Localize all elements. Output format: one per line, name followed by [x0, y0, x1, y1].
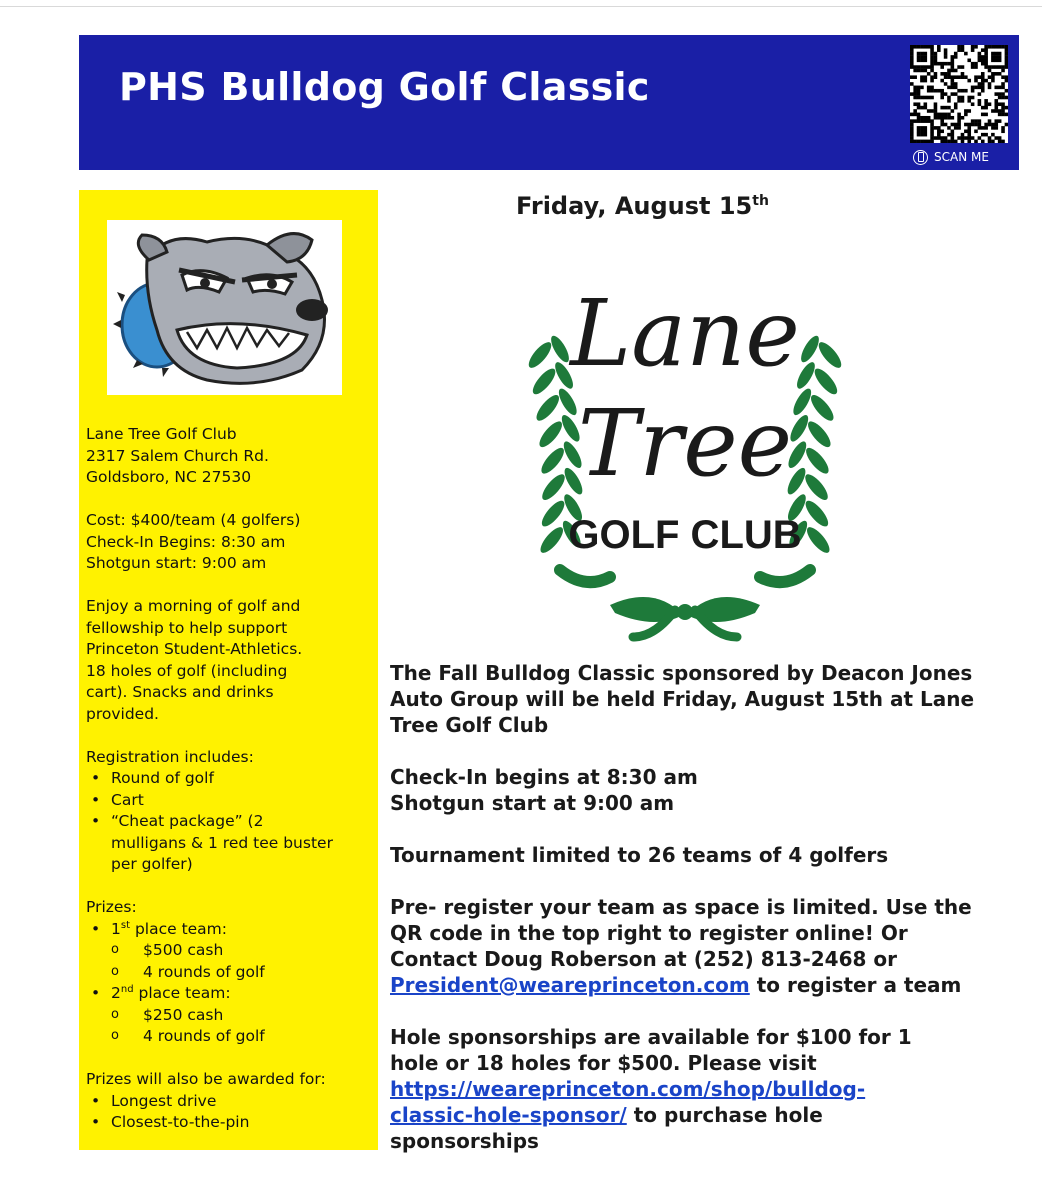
shotgun-line: Shotgun start: 9:00 am [86, 554, 267, 572]
list-item-continued: per golfer) [111, 855, 193, 873]
intro-line: provided. [86, 704, 159, 723]
sponsor-line: Tree Golf Club [390, 713, 549, 737]
sponsor-line: Auto Group will be held Friday, August 15th at Lane [390, 687, 975, 711]
extra-prizes-list [86, 1091, 374, 1134]
email-link[interactable]: President@weareprinceton.com [390, 973, 750, 997]
register-line: QR code in the top right to register online! Or [390, 921, 908, 945]
top-rule [0, 6, 1042, 7]
hole-sponsor-line: hole or 18 holes for $500. Please visit [390, 1051, 817, 1075]
hole-sponsor-link-line [390, 1076, 990, 1102]
list-item: • Round of golf [86, 768, 374, 790]
register-line: Contact Doug Roberson at (252) 813-2468 or [390, 947, 897, 971]
info-sidebar [79, 190, 378, 1150]
lane-tree-logo [505, 265, 865, 645]
intro-line: cart). Snacks and drinks [86, 683, 274, 701]
hole-sponsor-link-line: classic-hole-sponsor/ to purchase hole [390, 1103, 823, 1127]
sponsor-url-link-continued[interactable]: classic-hole-sponsor/ [390, 1103, 627, 1127]
venue-line: 2317 Salem Church Rd. [86, 446, 269, 465]
phone-icon [913, 150, 928, 165]
venue-line: Goldsboro, NC 27530 [86, 468, 252, 486]
logo-word-lane: Lane [570, 280, 800, 387]
registration-heading: Registration includes: [86, 747, 254, 766]
second-place-item: • 2nd place team: [86, 983, 374, 1005]
register-line: President@weareprinceton.com to register a team [390, 973, 962, 997]
logo-word-tree: Tree [577, 390, 793, 497]
checkin-line: Check-In Begins: 8:30 am [86, 532, 286, 551]
list-item: • Longest drive [86, 1091, 374, 1113]
intro-line: Enjoy a morning of golf and [86, 597, 301, 615]
list-item: o $500 cash [86, 940, 374, 962]
venue-line: Lane Tree Golf Club [86, 425, 237, 443]
sponsor-line: The Fall Bulldog Classic sponsored by Deacon Jones [390, 661, 973, 685]
bulldog-mascot-image [107, 220, 342, 395]
schedule-line: Check-In begins at 8:30 am [390, 765, 698, 789]
schedule-line: Shotgun start at 9:00 am [390, 791, 675, 815]
scan-me-label [913, 147, 989, 167]
list-item-continued: mulligans & 1 red tee buster [111, 833, 333, 852]
first-place-item: • 1st place team: [86, 919, 374, 941]
registration-list [86, 768, 374, 876]
header-banner [79, 35, 1019, 170]
list-item: o 4 rounds of golf [86, 962, 374, 984]
list-item: • “Cheat package” (2 [86, 811, 374, 833]
prizes-heading: Prizes: [86, 898, 137, 916]
event-date: Friday, August 15th [516, 192, 769, 220]
list-item: • Cart [86, 790, 374, 812]
list-item: o $250 cash [86, 1005, 374, 1027]
intro-line: 18 holes of golf (including [86, 661, 288, 680]
intro-line: Princeton Student-Athletics. [86, 640, 303, 658]
register-line: Pre- register your team as space is limited. Use the [390, 895, 972, 919]
sponsor-url-link[interactable]: https://weareprinceton.com/shop/bulldog- [390, 1077, 866, 1101]
logo-golf-club: GOLF CLUB [568, 513, 802, 557]
cost-line: Cost: $400/team (4 golfers) [86, 511, 301, 529]
intro-line: fellowship to help support [86, 618, 288, 637]
team-limit-line: Tournament limited to 26 teams of 4 golfers [390, 843, 889, 867]
qr-code[interactable] [910, 45, 1008, 143]
sidebar-details [86, 424, 374, 1134]
list-item: o 4 rounds of golf [86, 1026, 374, 1048]
scan-me-text: SCAN ME [934, 150, 989, 164]
event-description [390, 660, 990, 1154]
list-item: • Closest-to-the-pin [86, 1112, 374, 1134]
prizes-list [86, 919, 374, 1048]
extra-prizes-heading: Prizes will also be awarded for: [86, 1070, 326, 1088]
hole-sponsor-line: sponsorships [390, 1129, 539, 1153]
page-title: PHS Bulldog Golf Classic [119, 65, 650, 109]
hole-sponsor-line: Hole sponsorships are available for $100 for 1 [390, 1025, 912, 1049]
